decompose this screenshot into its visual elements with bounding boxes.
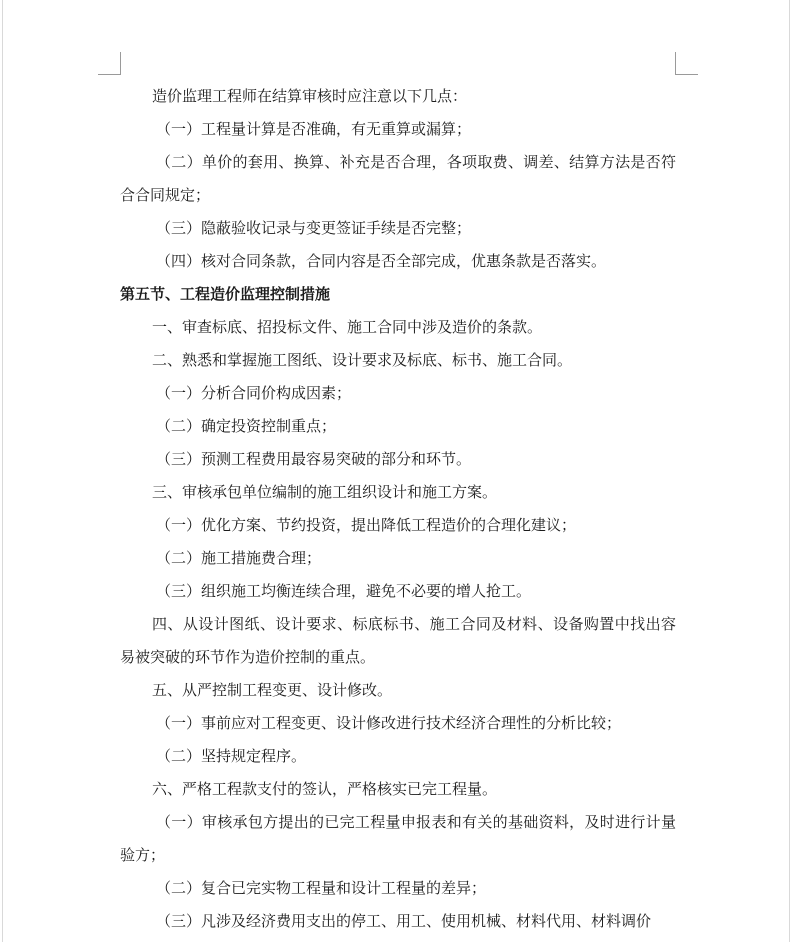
paragraph: （三）预测工程费用最容易突破的部分和环节。 (156, 450, 472, 468)
paragraph: （一）审核承包方提出的已完工程量申报表和有关的基础资料，及时进行计量验方； (120, 813, 676, 864)
paragraph: 六、严格工程款支付的签认，严格核实已完工程量。 (152, 780, 498, 798)
top-left-margin-mark (98, 52, 121, 75)
paragraph: （二）复合已完实物工程量和设计工程量的差异； (156, 879, 487, 897)
paragraph: 一、审查标底、招投标文件、施工合同中涉及造价的条款。 (152, 318, 543, 336)
paragraph: 五、从严控制工程变更、设计修改。 (152, 681, 393, 699)
paragraph: （四）核对合同条款，合同内容是否全部完成，优惠条款是否落实。 (156, 252, 607, 270)
paragraph: （一）事前应对工程变更、设计修改进行技术经济合理性的分析比较； (156, 714, 622, 732)
paragraph: （三）组织施工均衡连续合理，避免不必要的增人抢工。 (156, 582, 532, 600)
paragraph: （一）工程量计算是否准确，有无重算或漏算； (156, 120, 472, 138)
paragraph: 四、从设计图纸、设计要求、标底标书、施工合同及材料、设备购置中找出容易被突破的环节作为造价控制的重点。 (120, 615, 676, 666)
page-left-edge (2, 0, 3, 942)
document-body[interactable] (120, 80, 676, 938)
top-right-margin-mark (675, 52, 698, 75)
paragraph: （二）确定投资控制重点； (156, 417, 337, 435)
paragraph: 造价监理工程师在结算审核时应注意以下几点： (152, 87, 468, 105)
page-right-edge (789, 0, 790, 942)
paragraph: （二）施工措施费合理； (156, 549, 322, 567)
paragraph: （一）优化方案、节约投资，提出降低工程造价的合理化建议； (156, 516, 577, 534)
paragraph: 三、审核承包单位编制的施工组织设计和施工方案。 (152, 483, 498, 501)
paragraph: （三）隐蔽验收记录与变更签证手续是否完整； (156, 219, 472, 237)
paragraph: （三）凡涉及经济费用支出的停工、用工、使用机械、材料代用、材料调价 (156, 912, 652, 930)
section-heading: 第五节、工程造价监理控制措施 (120, 285, 331, 303)
paragraph: 二、熟悉和掌握施工图纸、设计要求及标底、标书、施工合同。 (152, 351, 573, 369)
paragraph: （一）分析合同价构成因素； (156, 384, 352, 402)
paragraph: （二）坚持规定程序。 (156, 747, 307, 765)
paragraph: （二）单价的套用、换算、补充是否合理，各项取费、调差、结算方法是否符合合同规定； (120, 153, 676, 204)
